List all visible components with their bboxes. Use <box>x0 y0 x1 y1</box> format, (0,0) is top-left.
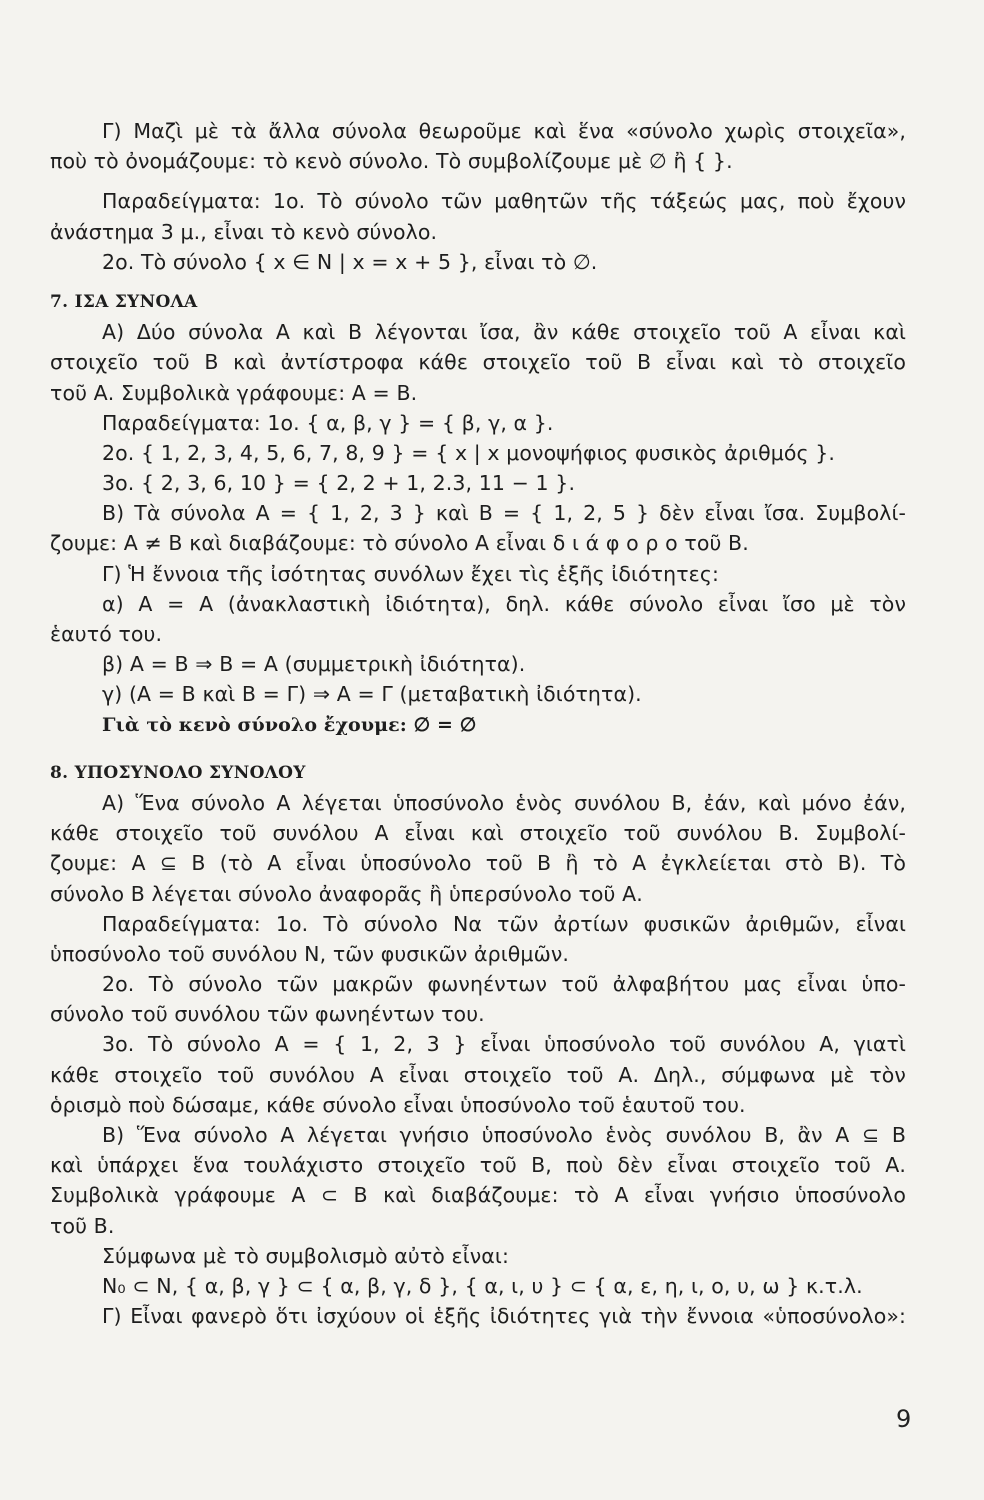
text-line: ζουμε: Α ⊆ Β (τὸ Α εἶναι ὑποσύνολο τοῦ Β ἢ τὸ Α ἐγκλείεται στὸ Β). Τὸ <box>50 851 906 876</box>
text-line: τοῦ Β. <box>50 1213 115 1238</box>
text-line: γ) (Α = Β καὶ Β = Γ) ⇒ Α = Γ (μεταβατικὴ ἰδιότητα). <box>102 682 642 707</box>
section-heading: 8. ΥΠΟΣΥΝΟΛΟ ΣΥΝΟΛΟΥ <box>50 762 306 783</box>
text-line: σύνολο τοῦ συνόλου τῶν φωνηέντων του. <box>50 1002 485 1027</box>
page-body <box>50 116 906 1331</box>
text-line: Παραδείγματα: 1ο. Τὸ σύνολο τῶν μαθητῶν τῆς τάξεώς μας, ποὺ ἔχουν <box>102 189 906 214</box>
text-line: α) Α = Α (ἀνακλαστικὴ ἰδιότητα), δηλ. κάθε σύνολο εἶναι ἴσο μὲ τὸν <box>102 591 906 616</box>
text-line: N₀ ⊂ N, { α, β, γ } ⊂ { α, β, γ, δ }, { α, ι, υ } ⊂ { α, ε, η, ι, ο, υ, ω } κ.τ.λ. <box>102 1273 863 1298</box>
spacer <box>50 176 906 186</box>
text-line: Γ) Ἡ ἔννοια τῆς ἰσότητας συνόλων ἔχει τὶς ἑξῆς ἰδιότητες: <box>102 561 719 586</box>
text-line: 2ο. Τὸ σύνολο τῶν μακρῶν φωνηέντων τοῦ ἀλφαβήτου μας εἶναι ὑπο- <box>102 972 906 997</box>
text-line: Γ) Εἶναι φανερὸ ὅτι ἰσχύουν οἱ ἑξῆς ἰδιότητες γιὰ τὴν ἔννοια «ὑποσύνολο»: <box>102 1304 906 1329</box>
text-line: Παραδείγματα: 1ο. { α, β, γ } = { β, γ, α }. <box>102 410 554 435</box>
text-line: ποὺ τὸ ὀνομάζουμε: τὸ κενὸ σύνολο. Τὸ συμβολίζουμε μὲ ∅ ἢ { }. <box>50 149 733 174</box>
spacer <box>50 740 906 758</box>
text-line: κάθε στοιχεῖο τοῦ συνόλου Α εἶναι στοιχεῖο τοῦ Α. Δηλ., σύμφωνα μὲ τὸν <box>50 1062 906 1087</box>
section-heading: 7. ΙΣΑ ΣΥΝΟΛΑ <box>50 291 198 312</box>
text-line: ζουμε: Α ≠ Β καὶ διαβάζουμε: τὸ σύνολο Α εἶναι δ ι ά φ ο ρ ο τοῦ Β. <box>50 531 749 556</box>
text-line: ὁρισμὸ ποὺ δώσαμε, κάθε σύνολο εἶναι ὑποσύνολο τοῦ ἑαυτοῦ του. <box>50 1092 746 1117</box>
text-line: στοιχεῖο τοῦ Β καὶ ἀντίστροφα κάθε στοιχεῖο τοῦ Β εἶναι καὶ τὸ στοιχεῖο <box>50 350 906 375</box>
text-line: Παραδείγματα: 1ο. Τὸ σύνολο Nα τῶν ἀρτίων φυσικῶν ἀριθμῶν, εἶναι <box>102 911 906 936</box>
text-line: 3ο. { 2, 3, 6, 10 } = { 2, 2 + 1, 2.3, 11 − 1 }. <box>102 471 576 496</box>
text-line: τοῦ Α. Συμβολικὰ γράφουμε: Α = Β. <box>50 380 418 405</box>
text-line: ὑποσύνολο τοῦ συνόλου N, τῶν φυσικῶν ἀριθμῶν. <box>50 941 570 966</box>
text-line: καὶ ὑπάρχει ἕνα τουλάχιστο στοιχεῖο τοῦ Β, ποὺ δὲν εἶναι στοιχεῖο τοῦ Α. <box>50 1153 906 1178</box>
text-line: ἑαυτό του. <box>50 622 163 646</box>
text-line: Συμβολικὰ γράφουμε Α ⊂ Β καὶ διαβάζουμε: τὸ Α εἶναι γνήσιο ὑποσύνολο <box>50 1183 906 1208</box>
text-line: Γ) Μαζὶ μὲ τὰ ἄλλα σύνολα θεωροῦμε καὶ ἕνα «σύνολο χωρὶς στοιχεῖα», <box>102 119 906 143</box>
text-line-bold: Γιὰ τὸ κενὸ σύνολο ἔχουμε: ∅ = ∅ <box>102 713 477 736</box>
text-line: 3ο. Τὸ σύνολο Α = { 1, 2, 3 } εἶναι ὑποσύνολο τοῦ συνόλου Α, γιατὶ <box>102 1032 906 1057</box>
text-line: Α) Ἕνα σύνολο Α λέγεται ὑποσύνολο ἑνὸς συνόλου Β, ἐάν, καὶ μόνο ἐάν, <box>102 790 906 815</box>
text-line: σύνολο Β λέγεται σύνολο ἀναφορᾶς ἢ ὑπερσύνολο τοῦ Α. <box>50 881 643 906</box>
text-line: Β) Ἕνα σύνολο Α λέγεται γνήσιο ὑποσύνολο ἑνὸς συνόλου Β, ἂν Α ⊆ Β <box>102 1123 906 1147</box>
text-line: ἀνάστημα 3 μ., εἶναι τὸ κενὸ σύνολο. <box>50 219 438 244</box>
text-line: 2ο. { 1, 2, 3, 4, 5, 6, 7, 8, 9 } = { x | x μονοψήφιος φυσικὸς ἀριθμός }. <box>102 440 835 465</box>
text-line: Β) Τὰ σύνολα Α = { 1, 2, 3 } καὶ Β = { 1, 2, 5 } δὲν εἶναι ἴσα. Συμβολί- <box>102 501 906 526</box>
text-line: κάθε στοιχεῖο τοῦ συνόλου Α εἶναι καὶ στοιχεῖο τοῦ συνόλου Β. Συμβολί- <box>50 821 906 846</box>
page-number: 9 <box>896 1405 912 1433</box>
text-line: β) Α = Β ⇒ Β = Α (συμμετρικὴ ἰδιότητα). <box>102 652 526 677</box>
spacer <box>50 277 906 287</box>
text-line: 2ο. Τὸ σύνολο { x ∈ N | x = x + 5 }, εἶναι τὸ ∅. <box>102 249 598 274</box>
text-line: Σύμφωνα μὲ τὸ συμβολισμὸ αὐτὸ εἶναι: <box>102 1243 509 1268</box>
text-line: Α) Δύο σύνολα Α καὶ Β λέγονται ἴσα, ἂν κάθε στοιχεῖο τοῦ Α εἶναι καὶ <box>102 320 906 345</box>
